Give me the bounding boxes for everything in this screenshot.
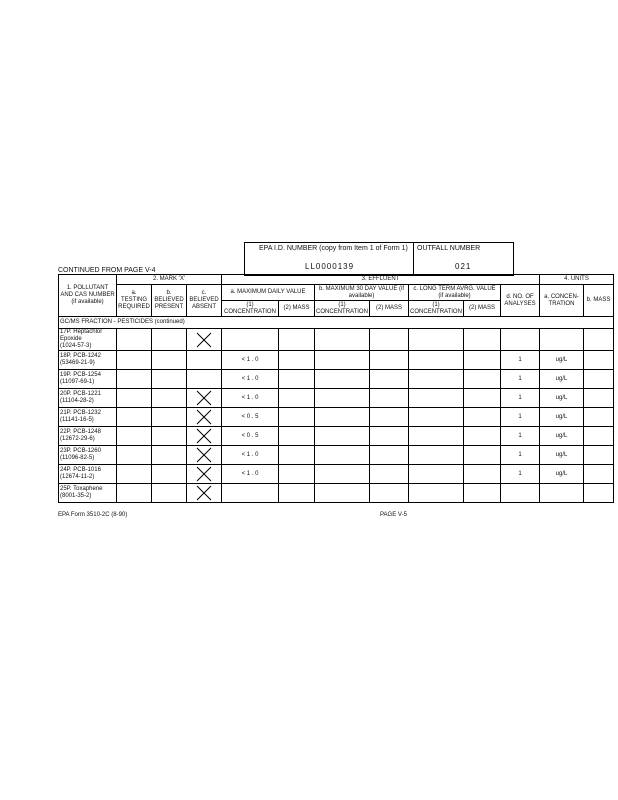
present-cell <box>152 446 187 465</box>
empty-cell <box>370 484 409 503</box>
empty-cell <box>464 446 501 465</box>
empty-cell <box>409 329 464 351</box>
empty-cell <box>464 427 501 446</box>
max-daily-conc: < 0 . 5 <box>222 408 279 427</box>
present-cell <box>152 351 187 370</box>
table-row <box>59 351 614 370</box>
header-id-box <box>244 242 514 276</box>
present-cell <box>152 370 187 389</box>
conc-unit: ug/L <box>540 465 584 484</box>
page-number: PAGE V-5 <box>380 512 407 518</box>
col-num-analyses: d. NO. OF ANALYSES <box>501 285 540 317</box>
empty-cell <box>315 465 370 484</box>
testing-cell <box>117 427 152 446</box>
col-conc-1: (1) CONCENTRATION <box>222 301 279 317</box>
empty-cell <box>315 446 370 465</box>
testing-cell <box>117 484 152 503</box>
present-cell <box>152 465 187 484</box>
col-long-term: c. LONG TERM AVRG. VALUE (if available) <box>409 285 501 301</box>
outfall-label: OUTFALL NUMBER <box>417 245 481 252</box>
testing-cell <box>117 370 152 389</box>
section-label: GC/MS FRACTION - PESTICIDES (continued) <box>59 317 614 329</box>
empty-cell <box>464 408 501 427</box>
col-mark-x: 2. MARK 'X' <box>117 275 222 285</box>
empty-cell <box>279 389 315 408</box>
epa-id-label: EPA I.D. NUMBER (copy from Item 1 of Form 1) <box>259 245 408 252</box>
num-analyses: 1 <box>501 427 540 446</box>
pollutant-name: 23P. PCB-1260 (11096-82-5) <box>59 446 117 465</box>
continued-label: CONTINUED FROM PAGE V-4 <box>58 267 156 274</box>
mass-unit <box>584 351 614 370</box>
conc-unit: ug/L <box>540 427 584 446</box>
outfall-value: 021 <box>455 262 472 271</box>
absent-cell <box>187 427 222 446</box>
absent-cell <box>187 329 222 351</box>
empty-cell <box>315 370 370 389</box>
num-analyses: 1 <box>501 446 540 465</box>
empty-cell <box>370 370 409 389</box>
present-cell <box>152 427 187 446</box>
mass-unit <box>584 329 614 351</box>
present-cell <box>152 329 187 351</box>
empty-cell <box>279 370 315 389</box>
testing-cell <box>117 389 152 408</box>
col-max-30: b. MAXIMUM 30 DAY VALUE (if available) <box>315 285 409 301</box>
max-daily-conc: < 1 . 0 <box>222 370 279 389</box>
max-daily-conc: < 1 . 0 <box>222 446 279 465</box>
empty-cell <box>370 465 409 484</box>
num-analyses: 1 <box>501 389 540 408</box>
empty-cell <box>409 427 464 446</box>
empty-cell <box>315 408 370 427</box>
conc-unit: ug/L <box>540 446 584 465</box>
empty-cell <box>409 408 464 427</box>
max-daily-conc <box>222 329 279 351</box>
pollutant-name: 21P. PCB-1232 (11141-16-5) <box>59 408 117 427</box>
empty-cell <box>279 484 315 503</box>
mass-unit <box>584 408 614 427</box>
empty-cell <box>370 446 409 465</box>
mass-unit <box>584 465 614 484</box>
col-mass-3: (2) MASS <box>464 301 501 317</box>
table-row <box>59 427 614 446</box>
max-daily-conc <box>222 484 279 503</box>
conc-unit: ug/L <box>540 389 584 408</box>
table-row <box>59 465 614 484</box>
pollutant-name: 25P. Toxaphene (8001-35-2) <box>59 484 117 503</box>
col-mass-1: (2) MASS <box>279 301 315 317</box>
empty-cell <box>370 389 409 408</box>
empty-cell <box>279 408 315 427</box>
empty-cell <box>464 389 501 408</box>
empty-cell <box>370 427 409 446</box>
empty-cell <box>409 351 464 370</box>
testing-cell <box>117 351 152 370</box>
absent-cell <box>187 389 222 408</box>
testing-cell <box>117 408 152 427</box>
col-conc-2: (1) CONCENTRATION <box>316 301 368 315</box>
epa-id-value: LL0000139 <box>305 262 355 271</box>
col-testing: a. TESTING REQUIRED <box>117 285 152 317</box>
table-row <box>59 370 614 389</box>
testing-cell <box>117 329 152 351</box>
empty-cell <box>279 446 315 465</box>
col-conc-3: (1) CONCENTRATION <box>410 301 462 315</box>
max-daily-conc: < 1 . 0 <box>222 389 279 408</box>
absent-cell <box>187 465 222 484</box>
conc-unit: ug/L <box>540 408 584 427</box>
mass-unit <box>584 389 614 408</box>
col-pollutant: 1. POLLUTANT AND CAS NUMBER (if available) <box>59 275 117 317</box>
present-cell <box>152 389 187 408</box>
empty-cell <box>370 408 409 427</box>
present-cell <box>152 484 187 503</box>
pollutant-name: 17P. Heptachlor Epoxide (1024-57-3) <box>59 329 117 351</box>
mass-unit <box>584 370 614 389</box>
absent-cell <box>187 370 222 389</box>
empty-cell <box>279 351 315 370</box>
empty-cell <box>370 329 409 351</box>
table-row <box>59 329 614 351</box>
empty-cell <box>315 351 370 370</box>
mass-unit <box>584 446 614 465</box>
table-row <box>59 408 614 427</box>
empty-cell <box>315 389 370 408</box>
col-effluent: 3. EFFLUENT <box>222 275 540 285</box>
num-analyses: 1 <box>501 408 540 427</box>
absent-cell <box>187 408 222 427</box>
col-absent: c. BELIEVED ABSENT <box>187 285 222 317</box>
present-cell <box>152 408 187 427</box>
form-number: EPA Form 3510-2C (8-90) <box>58 512 128 518</box>
col-present: b. BELIEVED PRESENT <box>152 285 187 317</box>
absent-cell <box>187 446 222 465</box>
absent-cell <box>187 351 222 370</box>
empty-cell <box>464 484 501 503</box>
max-daily-conc: < 1 . 0 <box>222 351 279 370</box>
absent-cell <box>187 484 222 503</box>
col-mass-2: (2) MASS <box>370 301 409 317</box>
empty-cell <box>315 484 370 503</box>
empty-cell <box>409 389 464 408</box>
pollutant-table <box>58 274 614 503</box>
max-daily-conc: < 0 . 5 <box>222 427 279 446</box>
empty-cell <box>370 351 409 370</box>
pollutant-name: 20P. PCB-1221 (11104-28-2) <box>59 389 117 408</box>
conc-unit: ug/L <box>540 370 584 389</box>
num-analyses: 1 <box>501 465 540 484</box>
col-max-daily: a. MAXIMUM DAILY VALUE <box>222 285 315 301</box>
pollutant-name: 24P. PCB-1016 (12674-11-2) <box>59 465 117 484</box>
mass-unit <box>584 484 614 503</box>
empty-cell <box>409 370 464 389</box>
mass-unit <box>584 427 614 446</box>
conc-unit <box>540 329 584 351</box>
empty-cell <box>464 329 501 351</box>
table-row <box>59 484 614 503</box>
testing-cell <box>117 446 152 465</box>
empty-cell <box>409 484 464 503</box>
empty-cell <box>464 370 501 389</box>
table-row <box>59 389 614 408</box>
col-conc-units: a. CONCEN-TRATION <box>540 285 584 317</box>
testing-cell <box>117 465 152 484</box>
pollutant-name: 18P. PCB-1242 (53469-21-9) <box>59 351 117 370</box>
empty-cell <box>409 446 464 465</box>
col-mass-units: b. MASS <box>584 285 614 317</box>
empty-cell <box>315 329 370 351</box>
table-row <box>59 446 614 465</box>
num-analyses: 1 <box>501 351 540 370</box>
empty-cell <box>279 427 315 446</box>
empty-cell <box>464 465 501 484</box>
empty-cell <box>315 427 370 446</box>
pollutant-name: 19P. PCB-1254 (11097-69-1) <box>59 370 117 389</box>
num-analyses: 1 <box>501 370 540 389</box>
max-daily-conc: < 1 . 0 <box>222 465 279 484</box>
empty-cell <box>409 465 464 484</box>
empty-cell <box>279 329 315 351</box>
num-analyses <box>501 329 540 351</box>
pollutant-name: 22P. PCB-1248 (12672-29-6) <box>59 427 117 446</box>
col-units: 4. UNITS <box>540 275 614 285</box>
num-analyses <box>501 484 540 503</box>
conc-unit <box>540 484 584 503</box>
conc-unit: ug/L <box>540 351 584 370</box>
empty-cell <box>279 465 315 484</box>
empty-cell <box>464 351 501 370</box>
